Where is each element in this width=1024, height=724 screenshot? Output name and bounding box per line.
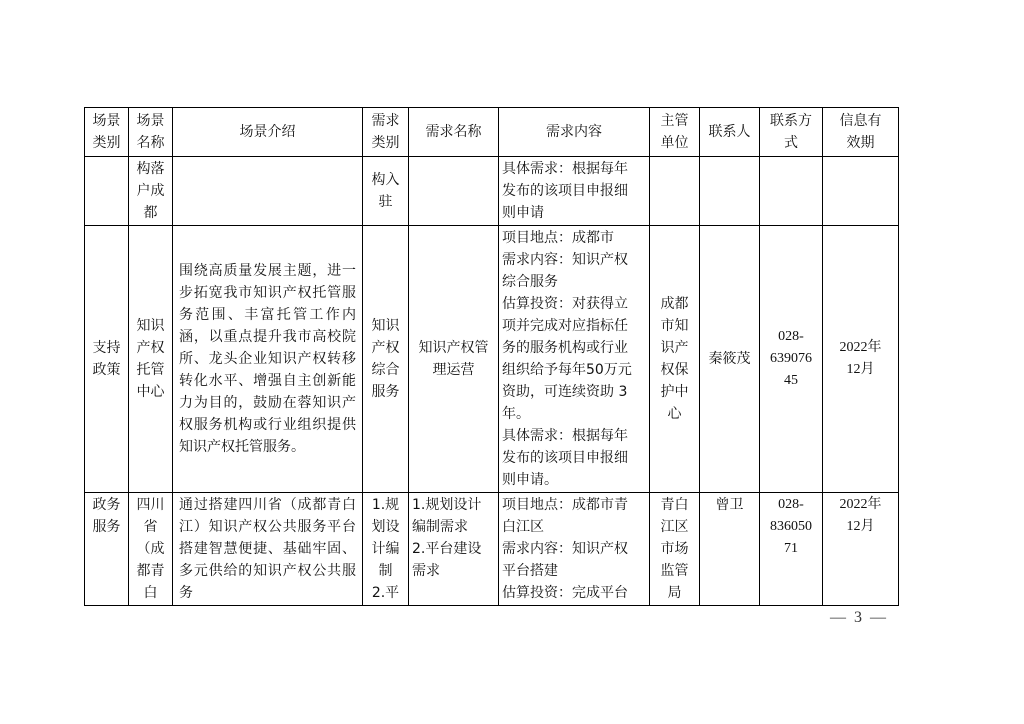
header-scene-type: 场景 类别: [85, 108, 129, 157]
header-department: 主管 单位: [650, 108, 700, 157]
cell-department: [650, 157, 700, 226]
table-row: [85, 226, 899, 493]
table-row: [85, 493, 899, 606]
cell-need-type: 构入 驻: [363, 157, 409, 226]
cell-need-name: [409, 157, 499, 226]
cell-contact-person: 曾卫: [700, 493, 760, 606]
cell-scene-name: 知识 产权 托管 中心: [129, 226, 173, 493]
page-number: — 3 —: [830, 609, 888, 626]
header-need-content: 需求内容: [499, 108, 650, 157]
cell-need-content: 项目地点：成都市青 白江区 需求内容：知识产权 平台搭建 估算投资：完成平台: [499, 493, 650, 606]
header-phone: 联系方 式: [760, 108, 823, 157]
table-row: [85, 157, 899, 226]
cell-need-name: 1.规划设计 编制需求 2.平台建设 需求: [409, 493, 499, 606]
scenario-table: [84, 107, 899, 606]
cell-scene-type: [85, 157, 129, 226]
cell-scene-name: 构落 户成 都: [129, 157, 173, 226]
cell-need-name: 知识产权管 理运营: [409, 226, 499, 493]
header-scene-intro: 场景介绍: [173, 108, 363, 157]
cell-phone: 028- 836050 71: [760, 493, 823, 606]
header-valid-period: 信息有 效期: [823, 108, 899, 157]
cell-contact-person: 秦筱茂: [700, 226, 760, 493]
header-need-name: 需求名称: [409, 108, 499, 157]
cell-need-type: 知识 产权 综合 服务: [363, 226, 409, 493]
cell-department: 青白 江区 市场 监管 局: [650, 493, 700, 606]
cell-scene-intro: [173, 157, 363, 226]
cell-contact-person: [700, 157, 760, 226]
cell-department: 成都 市知 识产 权保 护中 心: [650, 226, 700, 493]
cell-phone: [760, 157, 823, 226]
header-contact-person: 联系人: [700, 108, 760, 157]
header-need-type: 需求 类别: [363, 108, 409, 157]
cell-scene-name: 四川 省 （成 都青 白: [129, 493, 173, 606]
cell-valid-period: 2022年 12月: [823, 493, 899, 606]
cell-scene-type: 政务 服务: [85, 493, 129, 606]
cell-need-content: 项目地点：成都市 需求内容：知识产权 综合服务 估算投资：对获得立 项并完成对应指标任 务的服务机构或行业 组织给予每年50万元 资助，可连续资助 3 年。 具体需求：根据每年 发布的该项目申报细 则申请。: [499, 226, 650, 493]
cell-scene-intro: 通过搭建四川省（成都青白江）知识产权公共服务平台搭建智慧便捷、基础牢固、多元供给的知识产权公共服务: [173, 493, 363, 606]
cell-valid-period: 2022年 12月: [823, 226, 899, 493]
cell-scene-intro: 围绕高质量发展主题，进一步拓宽我市知识产权托管服务范围、丰富托管工作内涵，以重点提升我市高校院所、龙头企业知识产权转移转化水平、增强自主创新能力为目的，鼓励在蓉知识产权服务机构或行业组织提供知识产权托管服务。: [173, 226, 363, 493]
cell-need-content: 具体需求：根据每年 发布的该项目申报细 则申请: [499, 157, 650, 226]
cell-scene-type: 支持 政策: [85, 226, 129, 493]
table-header-row: [85, 108, 899, 157]
cell-need-type: 1.规 划设 计编 制 2.平: [363, 493, 409, 606]
cell-valid-period: [823, 157, 899, 226]
cell-phone: 028- 639076 45: [760, 226, 823, 493]
header-scene-name: 场景 名称: [129, 108, 173, 157]
